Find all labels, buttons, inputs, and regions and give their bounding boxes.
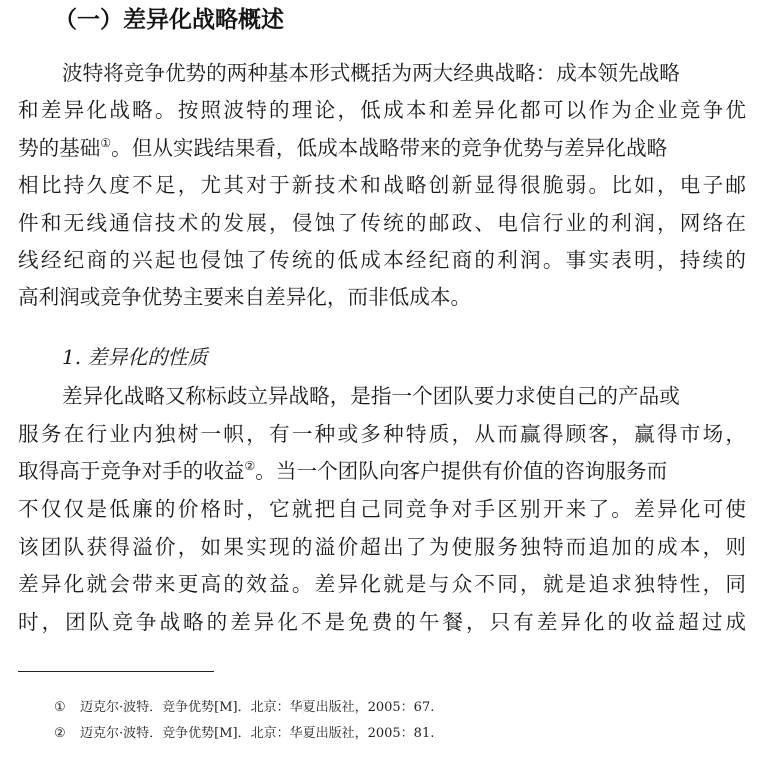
footnote-reference-2[interactable]: ② (244, 459, 256, 473)
footnote-mark: ② (54, 726, 66, 741)
paragraph-line: 时，团队竞争战略的差异化不是免费的午餐，只有差异化的收益超过成 (18, 610, 746, 634)
text-segment: 。但从实践结果看，低成本战略带来的竞争优势与差异化战略 (111, 136, 668, 160)
footnote-text: 迈克尔·波特．竞争优势[M]．北京：华夏出版社，2005：67. (80, 700, 435, 715)
paragraph-line: 相比持久度不足，尤其对于新技术和战略创新显得很脆弱。比如，电子邮 (18, 173, 746, 197)
text-segment: 。当一个团队向客户提供有价值的咨询服务而 (255, 459, 668, 483)
paragraph-line: 高利润或竞争优势主要来自差异化，而非低成本。 (18, 285, 472, 309)
footnote-mark: ① (54, 700, 66, 715)
text-segment: 取得高于竞争对手的收益 (18, 459, 245, 483)
paragraph-line: 差异化战略又称标歧立异战略，是指一个团队要力求使自己的产品或 (62, 384, 680, 408)
paragraph-line (18, 454, 667, 488)
footnote-2 (54, 723, 434, 745)
footnote-text: 迈克尔·波特．竞争优势[M]．北京：华夏出版社，2005：81. (80, 726, 435, 741)
paragraph-line: 差异化就会带来更高的效益。差异化就是与众不同，就是追求独特性，同 (18, 572, 746, 596)
paragraph-line: 线经纪商的兴起也侵蚀了传统的低成本经纪商的利润。事实表明，持续的 (18, 248, 746, 272)
paragraph-line: 和差异化战略。按照波特的理论，低成本和差异化都可以作为企业竞争优 (18, 98, 746, 122)
section-heading: （一）差异化战略概述 (54, 7, 284, 33)
footnote-divider (18, 671, 214, 672)
text-segment: 势的基础 (18, 136, 101, 160)
footnote-reference-1[interactable]: ① (100, 136, 112, 150)
paragraph-line: 波特将竞争优势的两种基本形式概括为两大经典战略：成本领先战略 (62, 61, 680, 85)
footnote-1 (54, 697, 434, 719)
subsection-heading: 1. 差异化的性质 (62, 345, 208, 369)
paragraph-line: 服务在行业内独树一帜，有一种或多种特质，从而赢得顾客，赢得市场， (18, 422, 746, 446)
paragraph-line (18, 131, 667, 165)
paragraph-line: 件和无线通信技术的发展，侵蚀了传统的邮政、电信行业的利润，网络在 (18, 211, 746, 235)
paragraph-line: 该团队获得溢价，如果实现的溢价超出了为使服务独特而追加的成本，则 (18, 535, 746, 559)
paragraph-line: 不仅仅是低廉的价格时，它就把自己同竞争对手区别开来了。差异化可使 (18, 497, 746, 521)
